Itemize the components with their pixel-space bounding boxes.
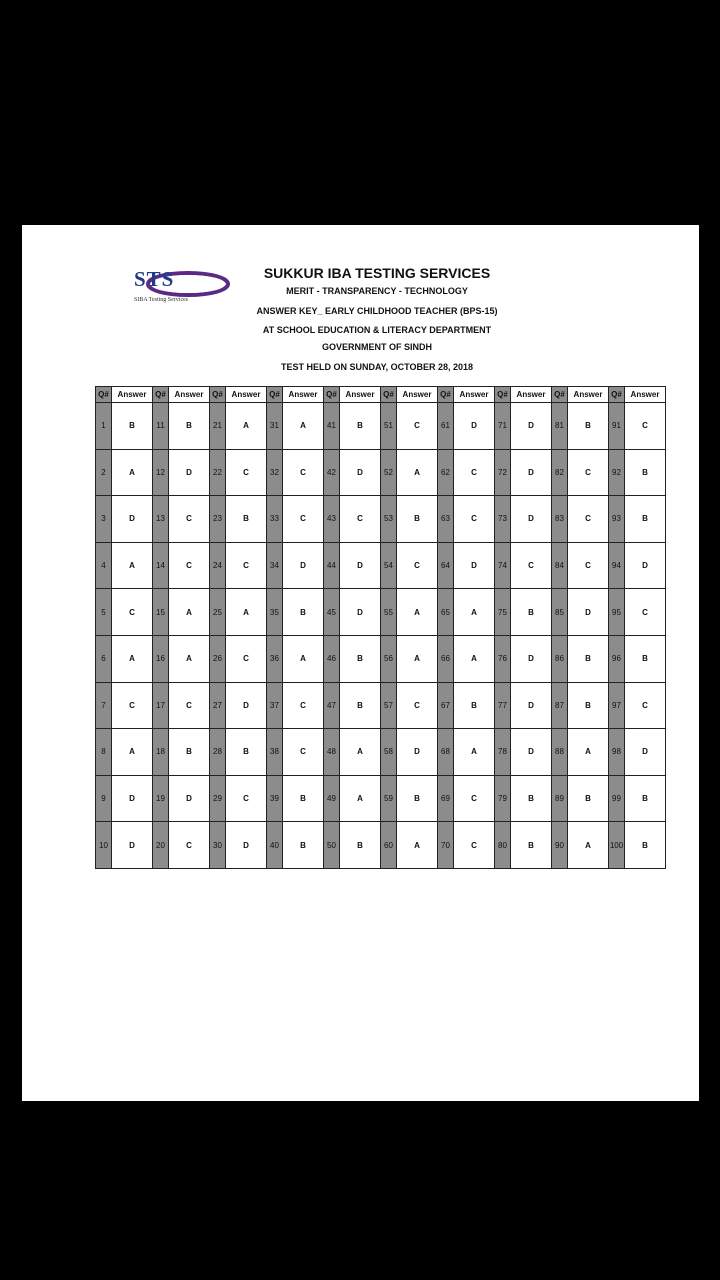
answer-cell: D bbox=[568, 589, 609, 636]
question-number: 27 bbox=[210, 682, 226, 729]
question-number: 14 bbox=[153, 542, 169, 589]
question-number: 5 bbox=[96, 589, 112, 636]
q-header: Q# bbox=[267, 387, 283, 403]
answer-cell: B bbox=[340, 635, 381, 682]
answer-cell: C bbox=[454, 496, 495, 543]
answer-cell: C bbox=[169, 682, 210, 729]
answer-cell: B bbox=[511, 589, 552, 636]
question-number: 16 bbox=[153, 635, 169, 682]
answer-cell: D bbox=[283, 542, 324, 589]
answer-cell: C bbox=[283, 449, 324, 496]
answer-cell: D bbox=[169, 449, 210, 496]
question-number: 79 bbox=[495, 775, 511, 822]
table-row bbox=[96, 635, 666, 682]
answer-cell: B bbox=[169, 403, 210, 450]
question-number: 43 bbox=[324, 496, 340, 543]
answer-cell: D bbox=[625, 542, 666, 589]
answer-cell: C bbox=[397, 542, 438, 589]
answer-cell: A bbox=[397, 635, 438, 682]
answer-cell: B bbox=[397, 496, 438, 543]
question-number: 98 bbox=[609, 729, 625, 776]
answer-cell: B bbox=[568, 635, 609, 682]
answer-cell: D bbox=[340, 589, 381, 636]
answer-cell: C bbox=[169, 496, 210, 543]
answer-cell: B bbox=[226, 729, 267, 776]
question-number: 11 bbox=[153, 403, 169, 450]
answer-cell: B bbox=[397, 775, 438, 822]
answer-cell: D bbox=[112, 822, 153, 869]
logo-tagline: SIBA Testing Services bbox=[134, 297, 189, 303]
answer-header: Answer bbox=[283, 387, 324, 403]
question-number: 48 bbox=[324, 729, 340, 776]
question-number: 71 bbox=[495, 403, 511, 450]
question-number: 42 bbox=[324, 449, 340, 496]
answer-cell: D bbox=[112, 775, 153, 822]
answer-cell: B bbox=[511, 775, 552, 822]
answer-table bbox=[95, 386, 666, 869]
answer-header: Answer bbox=[226, 387, 267, 403]
question-number: 75 bbox=[495, 589, 511, 636]
answer-cell: A bbox=[340, 775, 381, 822]
question-number: 1 bbox=[96, 403, 112, 450]
answer-cell: C bbox=[568, 496, 609, 543]
answer-cell: B bbox=[625, 449, 666, 496]
question-number: 77 bbox=[495, 682, 511, 729]
question-number: 91 bbox=[609, 403, 625, 450]
answer-cell: A bbox=[112, 449, 153, 496]
question-number: 95 bbox=[609, 589, 625, 636]
question-number: 28 bbox=[210, 729, 226, 776]
answer-cell: A bbox=[397, 589, 438, 636]
q-header: Q# bbox=[324, 387, 340, 403]
question-number: 85 bbox=[552, 589, 568, 636]
question-number: 69 bbox=[438, 775, 454, 822]
answer-cell: A bbox=[112, 635, 153, 682]
answer-cell: C bbox=[454, 449, 495, 496]
answer-cell: A bbox=[283, 635, 324, 682]
org-title: SUKKUR IBA TESTING SERVICES bbox=[263, 265, 491, 281]
question-number: 44 bbox=[324, 542, 340, 589]
question-number: 23 bbox=[210, 496, 226, 543]
answer-cell: D bbox=[226, 682, 267, 729]
answer-header: Answer bbox=[568, 387, 609, 403]
answer-cell: A bbox=[340, 729, 381, 776]
answer-cell: A bbox=[397, 449, 438, 496]
q-header: Q# bbox=[438, 387, 454, 403]
question-number: 78 bbox=[495, 729, 511, 776]
question-number: 29 bbox=[210, 775, 226, 822]
question-number: 45 bbox=[324, 589, 340, 636]
question-number: 50 bbox=[324, 822, 340, 869]
question-number: 31 bbox=[267, 403, 283, 450]
question-number: 32 bbox=[267, 449, 283, 496]
answer-cell: C bbox=[283, 729, 324, 776]
answer-header: Answer bbox=[112, 387, 153, 403]
answer-cell: A bbox=[568, 822, 609, 869]
question-number: 17 bbox=[153, 682, 169, 729]
answer-cell: C bbox=[625, 589, 666, 636]
answer-cell: B bbox=[340, 682, 381, 729]
table-row bbox=[96, 775, 666, 822]
question-number: 12 bbox=[153, 449, 169, 496]
answer-cell: B bbox=[511, 822, 552, 869]
logo-mark: STS bbox=[134, 267, 175, 291]
question-number: 61 bbox=[438, 403, 454, 450]
question-number: 72 bbox=[495, 449, 511, 496]
question-number: 93 bbox=[609, 496, 625, 543]
q-header: Q# bbox=[153, 387, 169, 403]
question-number: 80 bbox=[495, 822, 511, 869]
answer-cell: B bbox=[625, 775, 666, 822]
question-number: 58 bbox=[381, 729, 397, 776]
answer-cell: B bbox=[340, 403, 381, 450]
question-number: 15 bbox=[153, 589, 169, 636]
question-number: 90 bbox=[552, 822, 568, 869]
question-number: 64 bbox=[438, 542, 454, 589]
question-number: 62 bbox=[438, 449, 454, 496]
answer-cell: B bbox=[625, 822, 666, 869]
question-number: 18 bbox=[153, 729, 169, 776]
answer-cell: C bbox=[511, 542, 552, 589]
table-row bbox=[96, 542, 666, 589]
question-number: 53 bbox=[381, 496, 397, 543]
answer-cell: B bbox=[112, 403, 153, 450]
q-header: Q# bbox=[96, 387, 112, 403]
question-number: 81 bbox=[552, 403, 568, 450]
question-number: 20 bbox=[153, 822, 169, 869]
question-number: 63 bbox=[438, 496, 454, 543]
answer-cell: D bbox=[625, 729, 666, 776]
answer-cell: C bbox=[226, 635, 267, 682]
q-header: Q# bbox=[495, 387, 511, 403]
question-number: 68 bbox=[438, 729, 454, 776]
answer-cell: C bbox=[340, 496, 381, 543]
answer-cell: A bbox=[226, 403, 267, 450]
answer-cell: A bbox=[169, 635, 210, 682]
answer-cell: D bbox=[454, 403, 495, 450]
question-number: 9 bbox=[96, 775, 112, 822]
table-row bbox=[96, 729, 666, 776]
question-number: 74 bbox=[495, 542, 511, 589]
question-number: 2 bbox=[96, 449, 112, 496]
question-number: 97 bbox=[609, 682, 625, 729]
answer-cell: B bbox=[568, 775, 609, 822]
question-number: 55 bbox=[381, 589, 397, 636]
answer-cell: D bbox=[511, 496, 552, 543]
answer-header: Answer bbox=[397, 387, 438, 403]
answer-key-sheet bbox=[22, 225, 699, 1101]
answer-cell: A bbox=[454, 729, 495, 776]
question-number: 66 bbox=[438, 635, 454, 682]
answer-cell: D bbox=[454, 542, 495, 589]
answer-cell: C bbox=[625, 403, 666, 450]
answer-cell: B bbox=[568, 403, 609, 450]
answer-cell: D bbox=[340, 449, 381, 496]
answer-cell: D bbox=[511, 403, 552, 450]
answer-cell: B bbox=[283, 589, 324, 636]
answer-cell: C bbox=[283, 682, 324, 729]
answer-header: Answer bbox=[511, 387, 552, 403]
question-number: 22 bbox=[210, 449, 226, 496]
question-number: 56 bbox=[381, 635, 397, 682]
answer-cell: A bbox=[283, 403, 324, 450]
answer-cell: B bbox=[226, 496, 267, 543]
q-header: Q# bbox=[609, 387, 625, 403]
answer-cell: D bbox=[112, 496, 153, 543]
answer-header: Answer bbox=[169, 387, 210, 403]
answer-cell: C bbox=[568, 449, 609, 496]
answer-cell: A bbox=[454, 635, 495, 682]
question-number: 86 bbox=[552, 635, 568, 682]
test-date: TEST HELD ON SUNDAY, OCTOBER 28, 2018 bbox=[280, 362, 474, 372]
question-number: 88 bbox=[552, 729, 568, 776]
answer-cell: D bbox=[511, 635, 552, 682]
answer-cell: C bbox=[226, 542, 267, 589]
question-number: 33 bbox=[267, 496, 283, 543]
question-number: 3 bbox=[96, 496, 112, 543]
answer-cell: B bbox=[283, 822, 324, 869]
answer-cell: C bbox=[169, 822, 210, 869]
question-number: 13 bbox=[153, 496, 169, 543]
answer-cell: B bbox=[454, 682, 495, 729]
answer-cell: D bbox=[511, 449, 552, 496]
table-row bbox=[96, 449, 666, 496]
question-number: 54 bbox=[381, 542, 397, 589]
table-row bbox=[96, 682, 666, 729]
question-number: 57 bbox=[381, 682, 397, 729]
question-number: 89 bbox=[552, 775, 568, 822]
question-number: 37 bbox=[267, 682, 283, 729]
question-number: 6 bbox=[96, 635, 112, 682]
answer-cell: C bbox=[112, 589, 153, 636]
answer-cell: D bbox=[397, 729, 438, 776]
answer-cell: C bbox=[454, 775, 495, 822]
answer-cell: B bbox=[625, 635, 666, 682]
motto: MERIT - TRANSPARENCY - TECHNOLOGY bbox=[286, 286, 468, 296]
question-number: 96 bbox=[609, 635, 625, 682]
answer-cell: C bbox=[568, 542, 609, 589]
answer-cell: B bbox=[169, 729, 210, 776]
question-number: 39 bbox=[267, 775, 283, 822]
question-number: 82 bbox=[552, 449, 568, 496]
table-row bbox=[96, 589, 666, 636]
answer-cell: B bbox=[568, 682, 609, 729]
answer-header: Answer bbox=[340, 387, 381, 403]
answer-header: Answer bbox=[454, 387, 495, 403]
question-number: 51 bbox=[381, 403, 397, 450]
question-number: 67 bbox=[438, 682, 454, 729]
question-number: 34 bbox=[267, 542, 283, 589]
question-number: 30 bbox=[210, 822, 226, 869]
question-number: 41 bbox=[324, 403, 340, 450]
answer-cell: C bbox=[625, 682, 666, 729]
header-row bbox=[96, 387, 666, 403]
question-number: 76 bbox=[495, 635, 511, 682]
question-number: 49 bbox=[324, 775, 340, 822]
question-number: 94 bbox=[609, 542, 625, 589]
question-number: 4 bbox=[96, 542, 112, 589]
question-number: 83 bbox=[552, 496, 568, 543]
answer-cell: A bbox=[397, 822, 438, 869]
answer-cell: C bbox=[454, 822, 495, 869]
answer-cell: C bbox=[226, 449, 267, 496]
answer-cell: A bbox=[568, 729, 609, 776]
question-number: 25 bbox=[210, 589, 226, 636]
answer-cell: C bbox=[397, 403, 438, 450]
question-number: 84 bbox=[552, 542, 568, 589]
answer-cell: C bbox=[169, 542, 210, 589]
question-number: 7 bbox=[96, 682, 112, 729]
answer-cell: D bbox=[169, 775, 210, 822]
question-number: 35 bbox=[267, 589, 283, 636]
answer-cell: C bbox=[397, 682, 438, 729]
question-number: 52 bbox=[381, 449, 397, 496]
q-header: Q# bbox=[210, 387, 226, 403]
answer-cell: C bbox=[226, 775, 267, 822]
table-row bbox=[96, 822, 666, 869]
table-row bbox=[96, 496, 666, 543]
question-number: 59 bbox=[381, 775, 397, 822]
table-row bbox=[96, 403, 666, 450]
department: AT SCHOOL EDUCATION & LITERACY DEPARTMENT bbox=[262, 325, 492, 335]
answer-cell: C bbox=[283, 496, 324, 543]
answer-cell: A bbox=[169, 589, 210, 636]
answer-cell: C bbox=[112, 682, 153, 729]
government: GOVERNMENT OF SINDH bbox=[321, 342, 432, 352]
question-number: 65 bbox=[438, 589, 454, 636]
answer-header: Answer bbox=[625, 387, 666, 403]
question-number: 70 bbox=[438, 822, 454, 869]
question-number: 38 bbox=[267, 729, 283, 776]
question-number: 36 bbox=[267, 635, 283, 682]
question-number: 87 bbox=[552, 682, 568, 729]
answer-cell: A bbox=[112, 542, 153, 589]
question-number: 99 bbox=[609, 775, 625, 822]
question-number: 10 bbox=[96, 822, 112, 869]
question-number: 47 bbox=[324, 682, 340, 729]
answer-cell: A bbox=[454, 589, 495, 636]
question-number: 100 bbox=[609, 822, 625, 869]
answer-cell: D bbox=[511, 729, 552, 776]
answer-cell: D bbox=[340, 542, 381, 589]
question-number: 60 bbox=[381, 822, 397, 869]
answer-cell: D bbox=[226, 822, 267, 869]
answer-cell: A bbox=[112, 729, 153, 776]
question-number: 21 bbox=[210, 403, 226, 450]
key-title: ANSWER KEY_ EARLY CHILDHOOD TEACHER (BPS-15) bbox=[256, 306, 498, 316]
answer-cell: B bbox=[625, 496, 666, 543]
question-number: 40 bbox=[267, 822, 283, 869]
question-number: 26 bbox=[210, 635, 226, 682]
question-number: 46 bbox=[324, 635, 340, 682]
question-number: 24 bbox=[210, 542, 226, 589]
question-number: 8 bbox=[96, 729, 112, 776]
answer-cell: A bbox=[226, 589, 267, 636]
q-header: Q# bbox=[381, 387, 397, 403]
q-header: Q# bbox=[552, 387, 568, 403]
question-number: 73 bbox=[495, 496, 511, 543]
answer-cell: D bbox=[511, 682, 552, 729]
answer-cell: B bbox=[283, 775, 324, 822]
answer-cell: B bbox=[340, 822, 381, 869]
question-number: 92 bbox=[609, 449, 625, 496]
question-number: 19 bbox=[153, 775, 169, 822]
